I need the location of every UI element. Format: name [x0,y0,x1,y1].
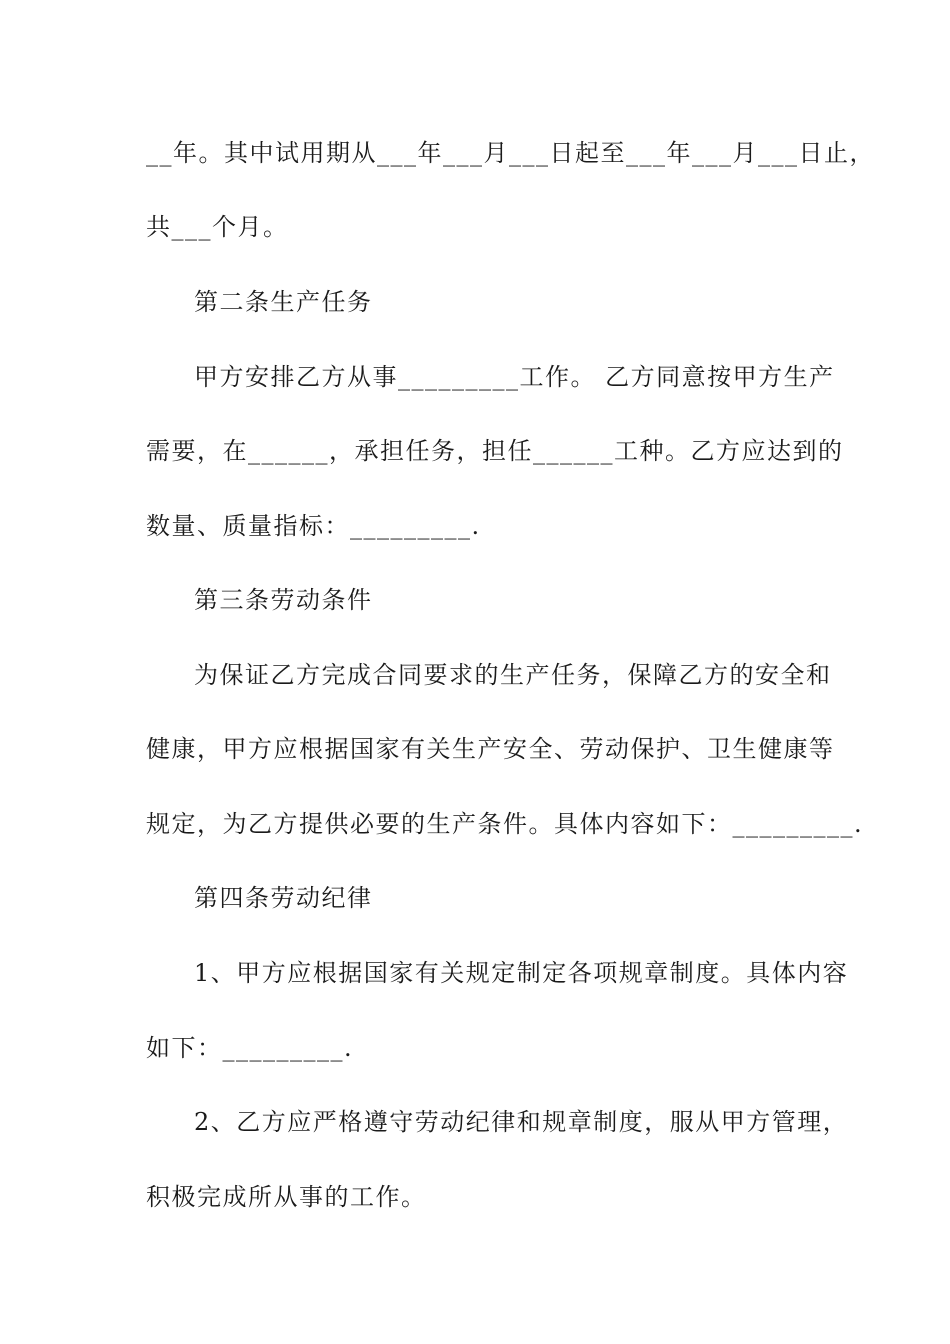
paragraph-line-discipline-3: 2、乙方应严格遵守劳动纪律和规章制度，服从甲方管理， [194,1108,849,1136]
paragraph-line-task-1: 甲方安排乙方从事_________工作。 乙方同意按甲方生产 [194,363,835,391]
section-heading-article-2: 第二条生产任务 [194,288,373,316]
paragraph-line-discipline-1: 1、甲方应根据国家有关规定制定各项规章制度。具体内容 [194,959,849,987]
paragraph-line-probation: __年。其中试用期从___年___月___日起至___年___月___日止， [146,139,875,167]
paragraph-line-months: 共___个月。 [146,213,289,241]
paragraph-line-conditions-3: 规定，为乙方提供必要的生产条件。具体内容如下：_________. [146,810,864,838]
paragraph-line-conditions-1: 为保证乙方完成合同要求的生产任务，保障乙方的安全和 [194,661,832,689]
paragraph-line-conditions-2: 健康，甲方应根据国家有关生产安全、劳动保护、卫生健康等 [146,735,835,763]
paragraph-line-task-2: 需要，在______，承担任务，担任______工种。乙方应达到的 [146,437,844,465]
section-heading-article-4: 第四条劳动纪律 [194,884,373,912]
paragraph-line-discipline-2: 如下：_________. [146,1034,354,1062]
section-heading-article-3: 第三条劳动条件 [194,586,373,614]
paragraph-line-discipline-4: 积极完成所从事的工作。 [146,1183,427,1211]
paragraph-line-task-3: 数量、质量指标：_________. [146,512,481,540]
